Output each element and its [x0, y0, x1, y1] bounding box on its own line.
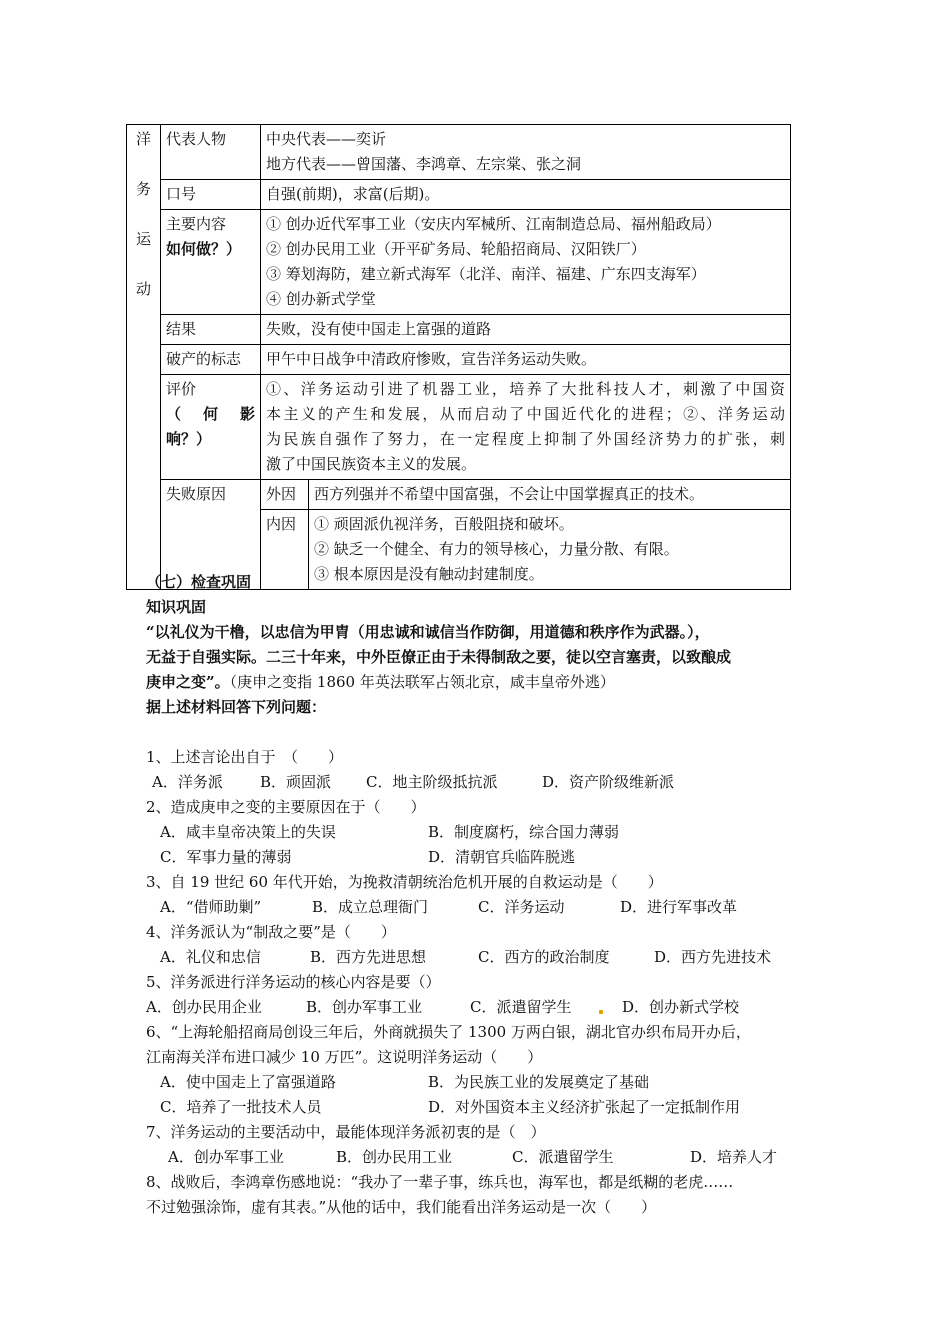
option: A．洋务派: [152, 773, 223, 791]
question-stem: 1、上述言论出自于 （ ）: [146, 748, 344, 766]
question-stem: 6、“上海轮船招商局创设三年后，外商就损失了 1300 万两白银，湖北官办织布局开办后，: [146, 1023, 751, 1041]
side-title-char: 动: [135, 280, 151, 298]
option: D．培养人才: [690, 1148, 778, 1166]
sub-label: 内因: [261, 510, 309, 590]
option: D．西方先进技术: [654, 948, 772, 966]
question-stem: 2、造成庚申之变的主要原因在于（ ）: [146, 798, 426, 816]
question-stem: 8、战败后，李鸿章伤感地说：“我办了一辈子事，练兵也，海军也，都是纸糊的老虎……: [146, 1173, 734, 1191]
table-row: [127, 315, 791, 345]
option: B．西方先进思想: [310, 948, 427, 966]
option: C．地主阶级抵抗派: [366, 773, 498, 791]
option: C．洋务运动: [478, 898, 565, 916]
option: A．使中国走上了富强道路: [160, 1073, 336, 1091]
side-title-char: 洋: [135, 130, 151, 148]
row-line: 中央代表——奕䜣: [266, 130, 387, 148]
row-line: 为民族自强作了努力，在一定程度上抑制了外国经济势力的扩张，刺: [266, 430, 786, 448]
row-value: 失败，没有使中国走上富强的道路: [261, 315, 791, 345]
table-row: [127, 375, 791, 480]
row-label-text: 主要内容: [166, 215, 227, 233]
table-row: [127, 480, 791, 510]
question-options: [146, 945, 806, 970]
option: D．资产阶级维新派: [542, 773, 675, 791]
row-value: 甲午中日战争中清政府惨败，宣告洋务运动失败。: [261, 345, 791, 375]
review-section: [146, 570, 806, 1220]
question-options: [146, 1095, 806, 1120]
table-row: [127, 210, 791, 315]
option: A．咸丰皇帝决策上的失误: [160, 823, 336, 841]
quote-last-bold: 庚申之变”。: [146, 673, 230, 691]
option: D．对外国资本主义经济扩张起了一定抵制作用: [428, 1098, 741, 1116]
question-options: [146, 770, 806, 795]
row-label-text: 评价: [166, 380, 197, 398]
question-stem: 不过勉强涂饰，虚有其表。”从他的话中，我们能看出洋务运动是一次（ ）: [146, 1198, 657, 1216]
option: C．派遣留学生: [470, 998, 572, 1016]
option: B．创办军事工业: [306, 998, 423, 1016]
row-line: ④ 创办新式学堂: [266, 290, 376, 308]
decorative-dot: [598, 995, 622, 1020]
instruction: 据上述材料回答下列问题：: [146, 698, 327, 716]
quote-line: “以礼仪为干橹，以忠信为甲胄（用忠诚和诚信当作防御，用道德和秩序作为武器。），: [146, 623, 710, 641]
row-line: ③ 根本原因是没有触动封建制度。: [314, 565, 544, 583]
row-value: 西方列强并不希望中国富强，不会让中国掌握真正的技术。: [309, 480, 791, 510]
row-value: [261, 125, 791, 180]
row-value: [261, 210, 791, 315]
option: A．创办军事工业: [168, 1148, 284, 1166]
row-line: ①、洋务运动引进了机器工业，培养了大批科技人才，刺激了中国资: [266, 380, 786, 398]
row-line: ② 创办民用工业（开平矿务局、轮船招商局、汉阳铁厂）: [266, 240, 646, 258]
row-line: ② 缺乏一个健全、有力的领导核心，力量分散、有限。: [314, 540, 679, 558]
question-stem: 4、洋务派认为“制敌之要”是（ ）: [146, 923, 396, 941]
option: D．进行军事改革: [620, 898, 738, 916]
question-options: [146, 820, 806, 845]
row-label-sub: （ 何 影: [166, 405, 255, 423]
question-options: [146, 845, 806, 870]
option: A．创办民用企业: [146, 998, 262, 1016]
table-row: [127, 125, 791, 180]
side-title: [127, 125, 161, 590]
side-title-char: 务: [135, 180, 151, 198]
option: B．顽固派: [260, 773, 332, 791]
table-row: [127, 180, 791, 210]
section-heading: （七）检查巩固: [146, 573, 252, 591]
option: C．培养了一批技术人员: [160, 1098, 322, 1116]
option: D．创办新式学校: [622, 998, 740, 1016]
option: B．创办民用工业: [336, 1148, 453, 1166]
row-line: 本主义的产生和发展，从而启动了中国近代化的进程；②、洋务运动: [266, 405, 786, 423]
section-subheading: 知识巩固: [146, 598, 207, 616]
row-label: [161, 210, 261, 315]
option: C．军事力量的薄弱: [160, 848, 292, 866]
question-stem: 江南海关洋布进口减少 10 万匹”。这说明洋务运动（ ）: [146, 1048, 543, 1066]
row-label: 失败原因: [161, 480, 261, 590]
row-label-sub: 响？）: [166, 430, 212, 448]
quote-note: （庚申之变指 1860 年英法联军占领北京，咸丰皇帝外逃）: [229, 673, 615, 691]
option: B．成立总理衙门: [312, 898, 429, 916]
question-options: [146, 995, 806, 1020]
row-line: ① 创办近代军事工业（安庆内军械所、江南制造总局、福州船政局）: [266, 215, 721, 233]
option: B．制度腐朽，综合国力薄弱: [428, 823, 620, 841]
row-label: 代表人物: [161, 125, 261, 180]
question-stem: 5、洋务派进行洋务运动的核心内容是要（）: [146, 973, 441, 991]
option: D．清朝官兵临阵脱逃: [428, 848, 576, 866]
quote-line: [146, 670, 806, 695]
side-title-char: 运: [135, 230, 151, 248]
row-line: 地方代表——曾国藩、李鸿章、左宗棠、张之洞: [266, 155, 582, 173]
row-label: 破产的标志: [161, 345, 261, 375]
question-options: [146, 1145, 806, 1170]
row-line: 激了中国民族资本主义的发展。: [266, 455, 477, 473]
sub-label: 外因: [261, 480, 309, 510]
option: C．派遣留学生: [512, 1148, 614, 1166]
option: A．“借师助剿”: [160, 898, 262, 916]
row-label: 口号: [161, 180, 261, 210]
row-line: ③ 筹划海防，建立新式海军（北洋、南洋、福建、广东四支海军）: [266, 265, 706, 283]
row-value: [261, 375, 791, 480]
row-line: ① 顽固派仇视洋务，百般阻挠和破坏。: [314, 515, 574, 533]
row-value: 自强(前期)，求富(后期)。: [261, 180, 791, 210]
row-label: 结果: [161, 315, 261, 345]
quote-line: 无益于自强实际。二三十年来，中外臣僚正由于未得制敌之要，徒以空言塞责，以致酿成: [146, 648, 732, 666]
westernization-summary-table: [126, 124, 791, 590]
option: A．礼仪和忠信: [160, 948, 261, 966]
question-stem: 7、洋务运动的主要活动中，最能体现洋务派初衷的是（ ）: [146, 1123, 546, 1141]
question-options: [146, 895, 806, 920]
row-label: [161, 375, 261, 480]
table-row: [127, 345, 791, 375]
question-options: [146, 1070, 806, 1095]
row-label-sub: 如何做？）: [166, 240, 242, 258]
question-stem: 3、自 19 世纪 60 年代开始，为挽救清朝统治危机开展的自救运动是（ ）: [146, 873, 663, 891]
option: C．西方的政治制度: [478, 948, 610, 966]
option: B．为民族工业的发展奠定了基础: [428, 1073, 650, 1091]
